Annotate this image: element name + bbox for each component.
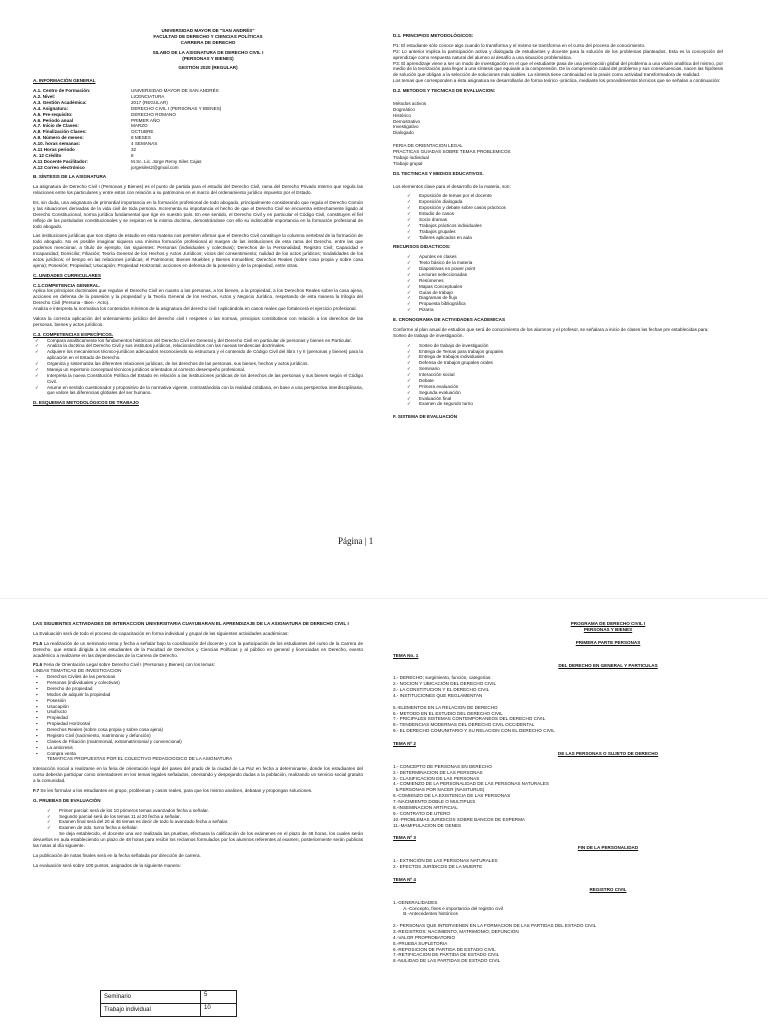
item-label: F1.5 xyxy=(33,640,43,646)
info-value: DERECHO CIVIL I (PERSONAS Y BIENES) xyxy=(131,105,222,111)
section-title-tecnicas: D3. TECTINCAS Y MEDIOS EDUCATIVOS. xyxy=(393,170,484,176)
program-title xyxy=(503,621,713,633)
section-title-metodos: D.2. METODOS Y TECNICAS DE EVALUACION: xyxy=(393,88,496,93)
tema-item: 4.- COMIENZO DE LA PERSONALIDAD DE LAS PERSONAS NATURALES xyxy=(393,781,549,787)
paragraph: Sorteo de trabajo de investigación. xyxy=(393,332,464,338)
tema-item: 1.- EXTINCIÓN DE LAS PERSONAS NATURALES xyxy=(393,858,498,864)
list-item: ▪ Propiedad xyxy=(33,715,363,721)
section-title-sistema: F. SISTEMA DE EVALUACIÓN xyxy=(393,414,458,420)
tema-item: 3.- LA CONSTITUCION Y EL DERECHO CIVIL xyxy=(393,687,490,693)
subtitle-lineas: LINEAS TEMATICAS DE INVESTIGACION xyxy=(33,668,122,674)
list-item: Dogmático xyxy=(393,106,415,112)
info-key: A.12 Correo electrónico xyxy=(33,164,85,170)
list-item: Métodos activos xyxy=(393,100,427,106)
paragraph: Aplica los principios doctrinales que regulan el Derecho Civil en cuanto a las personas, a los bienes, a la propiedad, a los Derechos Reales sobre la cosa ajena, acciones en defensa de la posesión y la propiedad y la Teoría General de los Hechos, Actos y Negocio Jurídico, respetando de esta manera la trilogía del Derecho Civil (Persona - Bien - Acto). xyxy=(33,288,363,306)
info-value: 2017 (REGULAR) xyxy=(131,99,168,105)
table-cell-label: Trabajo individual xyxy=(101,1004,201,1017)
list-item: ✓ Primera evaluación xyxy=(405,384,723,390)
tema-item: 4.- INSTITUCIONES QUE REGLAMENTAN xyxy=(393,693,483,698)
list-item: ▪ Derechos Civiles de las personas xyxy=(33,674,363,680)
list-item: ✓ Exposición y debate sobre casos prácticos xyxy=(405,205,723,211)
list-item: ✓ Mapas Conceptuales xyxy=(405,284,723,290)
list-item: ✓ Seminario xyxy=(405,366,723,372)
program-line: PROGRAMA DE DERECHO CIVIL I xyxy=(570,621,646,626)
page1-left-column xyxy=(33,28,363,406)
section-title-principios: D.1. PRINCIPIOS METODOLÓGICOS: xyxy=(393,33,474,38)
info-value: UNIVERSIDAD MAYOR DE SAN ANDRÉS xyxy=(131,88,219,94)
info-key: A.8. Finalización Clases: xyxy=(33,129,87,135)
list-item: ✓ Trabajos grupales xyxy=(405,229,723,235)
tema-item: 1.-GENERALIDADES xyxy=(393,899,438,905)
tema-item: 7.- PRICIPALES SISTEMAS CONTEMPORANEOS DEL DERECHO CIVIL xyxy=(393,716,546,722)
info-key: A.2. Nivel: xyxy=(33,94,56,99)
list-item: ✓ Lecturas seleccionadas xyxy=(405,272,723,278)
pruebas-list xyxy=(45,808,363,832)
list-item: ✓ Segunda evaluación xyxy=(405,390,723,396)
item-text: La realización de un seminario tema y fecha a señalar bajo la coordinación del docente y con la participación de los estudiantes del curso de la Carrera de Derecho, que estará dirigida a los estudiantes de la Facultad de Derechos y Ciencias Políticas y al público en general y licenciadas en Derecho, evento académico a realizarse en las dependencias de la Carrera de Derecho. xyxy=(33,640,364,658)
info-value: DERECHO ROMANO xyxy=(131,111,176,117)
header-line: CARRERA DE DERECHO xyxy=(180,39,236,45)
list-item: ✓ Asume en sentido cuestionador y propositivo de la normativa vigente, contrastándola con la realidad cotidiana, en base a una perspectiva interdisciplinaria, que valore las diferencias globales del ser humano. xyxy=(33,385,363,397)
list-item: ✓ Examen de 2do. turno fecha a señalar. xyxy=(45,825,363,831)
list-item: ✓ Evaluación final xyxy=(405,396,723,402)
list-item: ✓ Diagramas de flujo xyxy=(405,295,723,301)
paragraph: La asignatura de Derecho Civil I (Personas y Bienes) es el punto de partida para el estudio del Derecho Civil, rama del Derecho Privado Interno que regula las relaciones entre los particulares y entre estos con relación a su patrimonio en el marco del ordenamiento jurídico impuesto por el Estado. xyxy=(33,184,363,196)
paragraph: Se deja establecido, el docente una vez realizada las pruebas, efectuara la calificación de los exámenes en el plazo de 48 horas, los cuales serán devueltos en aula estableciendo un plazo de 48 horas para recibir los reclamos formulados por los alumnos referentes al examen, posteriormente serán publicas las notas al día siguiente. xyxy=(33,831,363,848)
info-key: A.10. horas semanas: xyxy=(33,141,81,146)
tema-label: TEMA No. 1 xyxy=(393,652,419,658)
paragraph: P2: Lo anterior implica la participación activa y dialogada de estudiantes y docente para la solución de los problemas planteados. Esta es la concepción del aprendizaje como respuesta natural del alumno al desafío a una situación problemática. xyxy=(393,48,723,60)
list-item: ✓ Examen de segundo turno xyxy=(405,401,723,407)
tema-label: TEMA Nº 4 xyxy=(393,876,416,882)
table-row xyxy=(101,1004,237,1017)
cronograma-list xyxy=(405,343,723,408)
info-value: 32 xyxy=(131,146,137,152)
list-item: ✓ Socio dramas xyxy=(405,217,723,223)
recursos-list xyxy=(405,254,723,313)
program-line: PERSONAS Y BIENES xyxy=(583,626,633,632)
info-key: A.11 Docente Facilitador: xyxy=(33,158,88,164)
info-table xyxy=(33,88,363,170)
tema-title: FIN DE LA PERSONALIDAD xyxy=(577,845,639,851)
list-item: Trabajo individual xyxy=(393,154,429,160)
paragraph: Valora la correcta aplicación del ordenamiento jurídico del derecho civil I respeten o las normas, principios constitutivos con relación a los derechos de las personas, bienes y actos jurídicos. xyxy=(33,315,363,327)
competencias-list xyxy=(33,338,363,397)
page-2 xyxy=(0,599,768,1024)
section-title-sintesis: B. SÍNTESIS DE LA ASIGNATURA xyxy=(33,174,107,180)
table-cell-label: Seminario xyxy=(101,991,201,1004)
info-value: MARZO xyxy=(131,123,148,129)
tema-item: 9.- EL DERECHO COMUNITARIO Y SU RELACION CON EL DERECHO CIVIL xyxy=(393,728,555,734)
tema-item: 11.-MAMIPULACION DE GENES xyxy=(393,822,462,828)
tema-label: TEMA Nº 2 xyxy=(393,741,416,747)
info-value: 8 MESES xyxy=(131,135,151,141)
list-item: ✓ Interpreta la nueva Constitución Política del Estado en relación a las instituciones jurídicas de los derechos de las personas y sus bienes según el Código Civil. xyxy=(33,373,363,385)
tema-item: 2.- EFECTOS JURÍDICOS DE LA MUERTE xyxy=(393,864,483,870)
page1-right-column xyxy=(393,33,723,420)
info-key: A.7. Inicio de Clases: xyxy=(33,123,79,129)
temas-container xyxy=(393,653,713,972)
list-item: ✓ Examen final será del 20 al 46 temas es decir de todo lo avanzado fecha a señalar. xyxy=(45,819,363,825)
list-item: ✓ Organiza y sistematiza las diferentes relaciones jurídicas, de los derechos de las personas, sus bienes, hechos y actos jurídicos. xyxy=(33,361,363,367)
list-item: ✓ Talleres aplicados en aula xyxy=(405,235,723,241)
section-title-recursos: RECURSOS DIDACTICOS: xyxy=(393,244,451,250)
table-cell-value: 5 xyxy=(201,991,237,1004)
info-value: 8 xyxy=(131,152,134,158)
list-item: ✓ Primer parcial: será de los 10 primeros temas avanzados fecha a señalar. xyxy=(45,808,363,814)
page2-right-column xyxy=(393,621,713,971)
list-item: ✓ Exposición dialogada xyxy=(405,199,723,205)
list-item: ▪ Usucapión xyxy=(33,704,363,710)
paragraph: Conforme al plan anual de estudios que será de conocimiento de los alumnos y el profesor, se señalara a inicio de clases las fechas pre establecidas para: xyxy=(393,326,709,332)
list-item: PRACTICAS GUIADAS SOBRE TEMAS PROBLEMICOS xyxy=(393,149,511,154)
paragraph: Analiza e interpreta la normativa los contenidos mínimos de la asignatura del derecho civil I aplicándola en casos reales que fortalecerá el ejercicio profesional. xyxy=(33,306,357,311)
paragraph: Es, sin duda, una asignatura de primordial importancia en la formación profesional de todo abogado, principalmente considerando que regula el Derecho Común y las situaciones derivadas de la vida civil de toda persona. Incrementa su importancia el hecho de que el Derecho Civil se encuentra estrechamente ligado al Derecho Constitucional, norma jurídica fundamental que rige en nuestro país. En ese sentido, el Derecho Civil y en particular el Código Civil, constituyen el fiel reflejo de los postulados constitucionales y se inspiran en la misma doctrina, demostrándose con ello su indiscutible importancia en la formación profesional de todo abogado. xyxy=(33,200,363,229)
list-item: ✓ Propuesta bibliográfica xyxy=(405,301,723,307)
list-item: ▪ Compra venta xyxy=(33,751,363,757)
list-item: ✓ Trabajos prácticos individuales xyxy=(405,223,723,229)
info-value: OCTUBRE xyxy=(131,129,154,135)
item-text: Feria de Orientación Legal sobre Derecho Civil I (Personas y Bienes) con los temas: xyxy=(43,662,216,668)
info-value: 4 SEMANAS xyxy=(131,141,158,146)
list-item: ✓ Segundo parcial será de los temas 11 al 20 fecha a señalar. xyxy=(45,814,363,820)
tema-item: 6.-REPOSICION DE PARTIDA DE ESTADO CIVIL xyxy=(393,946,496,952)
paragraph: P3: El aprendizaje viene a ser un modo de investigación en el que el estudiante pasa de una percepción global del problema a una visión analítica del mismo, por medio de la teorización para llegar a una síntesis que equivale a la comprensión. De la comprensión cabal del problema y sus consecuencias, nacen las hipótesis de solución que obligan a la selección de soluciones más viables. La síntesis tiene continuidad en la praxis como actividad transformadora de realidad. xyxy=(393,60,723,78)
list-item: ▪ La anticresis xyxy=(33,745,363,751)
list-item: ▪ Usufructo xyxy=(33,709,363,715)
list-item: ▪ Derecho de propiedad xyxy=(33,686,363,692)
list-item: ✓ Defensa de trabajos grupales orales xyxy=(405,360,723,366)
tema-item: 2.- DETERMINACION DE LAS PERSONAS xyxy=(393,769,483,775)
tema-item: 8.- TENDENCIAS MODERNAS DEL DERECHO CIVIL OCCIDENTAL xyxy=(393,722,535,728)
paragraph: Los temas que corresponden a ésta asignatura se desarrollarán de forma teórico -práctica, mediante los procedimientos técnicos que se señalan a continuación: xyxy=(393,78,721,84)
list-item: ✓ Debate xyxy=(405,378,723,384)
tema-item: 3.-REGISTROS: NACIMIENTO, MATRIMONIO, DEFUNCION xyxy=(393,928,519,934)
paragraph xyxy=(33,641,363,659)
subsection-title: C.1.COMPETENCIA GENERAL. xyxy=(33,282,101,288)
temas-list xyxy=(33,674,363,756)
tema-item: 5.-PRUEBA SUPLETORIA xyxy=(393,940,448,946)
tema-item: 1.- CONCEPTO DE PERSONAS EN DERECHO xyxy=(393,763,492,769)
paragraph: P1: El estudiante sólo conoce algo cuando lo transforma y el mismo se transforma en el curso del proceso de conocimiento. xyxy=(393,42,646,48)
table-row xyxy=(101,991,237,1004)
paragraph: La evaluación será sobre 100 puntos, asignados de la siguiente manera: xyxy=(33,862,181,868)
tema-item: B.-Antecedentes históricos xyxy=(393,911,458,917)
list-item: ▪ Propiedad Horizontal xyxy=(33,721,363,727)
list-item: ✓ Texto básico de la materia xyxy=(405,260,723,266)
subsection-title: C.3. COMPETENCIAS ESPECÍFICOS. xyxy=(33,331,114,337)
list-item: ▪ Personas (individuales y colectivas) xyxy=(33,680,363,686)
tema-label: TEMA Nº 3 xyxy=(393,835,416,841)
syllabus-title: SILABO DE LA ASIGNATURA DE DERECHO CIVIL I xyxy=(152,49,264,55)
tema-item: 3.- CLASIFICACION DE LAS PERSONAS xyxy=(393,775,480,781)
list-item: ▪ Clases de Filiación (matrimonial, extramatrimonial y convencional) xyxy=(33,739,363,745)
info-key: A.4. Asignatura: xyxy=(33,105,69,111)
tema-item: 8.-INSEMINACION ARTIFICIAL xyxy=(393,804,458,810)
tema-item: 10.-PROBLEMAS JURIDICOS SOBRE BANCOS DE ESPERMA xyxy=(393,816,525,822)
info-value: jorgesiles2@gmail.com xyxy=(131,164,179,170)
tema-item: 7.-RETIFICACION DE PARTIDA DE ESTADO CIVIL xyxy=(393,952,500,958)
list-item: ✓ Exposición de temas por el docente xyxy=(405,193,723,199)
list-item: ✓ Maneja un repertorio conceptual técnicos jurídicos orientados al correcto desempeño profesional. xyxy=(33,367,363,373)
section-title-pruebas: G. PRUEBAS DE EVALUACIÓN xyxy=(33,797,101,803)
list-item: Dialogado xyxy=(393,130,414,136)
list-item: ✓ Diapositivas en power point xyxy=(405,266,723,272)
list-item: ✓ Pizarra xyxy=(405,307,723,313)
list-item: ✓ Apuntes en clases xyxy=(405,254,723,260)
paragraph: La publicación de notas finales será en la fecha señalada por dirección de carrera. xyxy=(33,852,201,858)
item-label: F1.6 xyxy=(33,662,43,668)
section-title-unidades: C. UNIDADES CURRICULARES xyxy=(33,272,101,278)
list-item: ✓ Compara analíticamente los fundamentos históricos del Derecho Civil en General y del Derecho Civil en particular de personas y bienes en Particular. xyxy=(33,338,363,344)
evaluation-table xyxy=(100,990,237,1017)
section-title-info: A. INFORMACIÓN GENERAL xyxy=(33,78,96,84)
list-item: Histórico xyxy=(393,112,411,118)
list-item: FERIA DE ORIENTACION LEGAL xyxy=(393,143,463,149)
list-item: Investigativo xyxy=(393,124,419,130)
tecnicas-list xyxy=(405,193,723,240)
paragraph: Las instituciones jurídicas que son objeto de estudio en esta materia nos permiten afirmar que el Derecho Civil constituye la columna vertebral de la formación de todo abogado. No es posible imaginar siquiera una mínima formación profesional al margen de las instituciones de esta rama del Derecho, entre las que podemos mencionar, a título de ejemplo, las siguientes: Personas (individuales y colectivas); Derechos de la Personalidad; Registro Civil; Capacidad e Incapacidad; Domicilio; Filiación; Teoría General de los Hechos y Actos Jurídicos; vicios del consentimiento; nulidad de los actos jurídicos; modalidades de los actos jurídicos; el tiempo en las relaciones jurídicas; el Patrimonio; Bienes Muebles y Bienes Inmuebles; Derechos Reales (sobre cosa propia y sobre cosa ajena); Posesión; Propiedad; Usucapión; Propiedad Horizontal; acciones en defensa de la posesión y de la propiedad, entre otras. xyxy=(33,233,363,268)
table-cell-value: 10 xyxy=(201,1004,237,1017)
header-line: UNIVERSIDAD MAYOR DE "SAN ANDRÉS" xyxy=(161,28,255,33)
section-title-cronograma: E. CRONOGRAMA DE ACTIVIDADES ACADEMICAS xyxy=(393,317,506,322)
info-value: PRIMER AÑO xyxy=(131,117,160,123)
section-title-interaccion: LAS SIGUIENTES ACTIVIDADES DE INTERACCION UNIVERSITARIA CUAYUBARAN EL APRENDIZAJE DE LA ASIGNATURA DE DERECHO CIVIL I xyxy=(33,621,349,626)
paragraph: Interacción social a realizarse en la feria de orientación legal del paseo del prado de la ciudad de La Paz en fecha a determinarse, donde los estudiantes del curso deberán participar como orientadores en los temas legales señalados, orientando y despejando dudas a la población, realizando un servicio social gratuito a la comunidad. xyxy=(33,766,363,783)
list-item: ✓ Entrega de trabajos individuales xyxy=(405,354,723,360)
gestion-title: GESTIÓN 2020 (REGULAR) xyxy=(178,65,238,71)
page-number: Página | 1 xyxy=(338,536,374,546)
part-title: PRIMERA PARTE PERSONAS xyxy=(575,639,641,645)
tema-item: 5.PERSONAS POR NACER (NASITURUS) xyxy=(393,787,485,793)
list-item: ▪ Modos de adquirir la propiedad xyxy=(33,692,363,698)
list-item: Trabajo grupal xyxy=(393,160,423,166)
list-item: ✓ Interacción social xyxy=(405,372,723,378)
list-item: ✓ Estudio de casos xyxy=(405,211,723,217)
info-key: A.1. Centro de Formación: xyxy=(33,88,91,94)
subtitle-tematicas: TEMATICAS PROPUESTAS POR EL COLECTIVO PEDAGOGGICO DE LA ASIGNATURA xyxy=(47,756,233,762)
list-item: ✓ Sorteo de trabajo de investigación xyxy=(405,343,723,349)
paragraph: Los elementos clave para el desarrollo de la materia, son: xyxy=(393,183,511,189)
list-item: ▪ Derechos Reales (sobre cosa propia y sobre cosa ajena) xyxy=(33,727,363,733)
list-item: ✓ Adquiere los mecanismos técnico-jurídicos adecuados reconociendo su estructura y el contenido de Código Civil del libro I y II (personas y bienes) para la aplicación en el Estado de Derecho. xyxy=(33,349,363,361)
list-item: ▪ Posesión xyxy=(33,698,363,704)
tema-item: A.-Concepto, fines e importancia del registro civil xyxy=(393,905,503,911)
info-key: A.11 Horas periodo xyxy=(33,146,75,152)
tema-item: 5.-ELEMENTOS EN LA RELACION DE DERECHO xyxy=(393,704,498,710)
paragraph: La Evaluación será de todo el proceso de capacitación en forma individual y grupal de las siguientes actividades académicas: xyxy=(33,630,289,636)
info-value: M.Sc. Lic. Jorge Remy Siles Cajas xyxy=(131,158,202,164)
tema-title: REGISTRO CIVIL xyxy=(589,886,627,892)
tema-title: DE LAS PERSONAS O SUJETO DE DERECHO xyxy=(557,750,659,756)
list-item: Demostrativo xyxy=(393,118,421,124)
tema-item: 2.- NOCION Y UBICACIÓN DEL DERECHO CIVIL xyxy=(393,681,497,687)
list-item: ✓ Analiza la doctrina del Derecho Civil y sus institutos jurídicos, relacionándolos con las nuevas tendencias doctrinales. xyxy=(33,343,363,349)
metodos-list xyxy=(393,101,723,136)
info-key: A. 12 Crédito xyxy=(33,152,62,158)
page2-left-column xyxy=(33,621,363,869)
tema-item: 8.-NULIDAD DE LAS PARTIDAS DE ESTADO CIVIL xyxy=(393,958,501,964)
list-item: ✓ Entrega de Temas para trabajos grupales xyxy=(405,349,723,355)
feria-list xyxy=(393,143,723,167)
info-key: A.5. Pre-requisito: xyxy=(33,111,73,117)
info-value: LICENCIATURA xyxy=(131,94,165,99)
tema-item: 2.- PERSONAS QUE INTERVIENEN EN LA FORMACION DE LAS PARTIDAS DEL ESTADO CIVIL xyxy=(393,923,597,929)
list-item: ✓ Resúmenes xyxy=(405,278,723,284)
list-item: ✓ Guías de trabajo xyxy=(405,290,723,296)
tema-item: 6.- METODO EN EL ESTUDIO DEL DERECHO CIVIL xyxy=(393,710,503,716)
item-text: Se les formular a los estudiantes en grupo, problemas y casos reales, para que los mismo analicen, debatan y propongan soluciones. xyxy=(40,787,313,793)
syllabus-subtitle: (PERSONAS Y BIENES) xyxy=(182,55,234,61)
section-title-esquemas: D. ESQUEMAS METODOLÓGICOS DE TRABAJO xyxy=(33,400,139,406)
info-row xyxy=(33,165,363,171)
info-key: A.6. Periodo anual xyxy=(33,117,74,123)
info-key: A.3. Gestión Académica: xyxy=(33,99,87,105)
university-header xyxy=(53,28,363,71)
tema-item: 7.-NACIMIENTO DOBLE O MULTIPLES xyxy=(393,799,476,805)
info-key: A.9. Número de meses: xyxy=(33,135,84,141)
header-line: FACULTAD DE DERECHO Y CIENCIAS POLÍTICAS xyxy=(153,33,263,39)
list-item: ▪ Registro Civil (nacimiento, matrimonio y defunción) xyxy=(33,733,363,739)
tema-item: 9.- CONTRATO DE UTERO xyxy=(393,810,450,816)
tema-item: 4.-VALOR PROPROBATORIO xyxy=(393,934,456,940)
item-label: F.7 xyxy=(33,787,40,793)
tema-item: 1.- DERECHO; surgimiento, función, categorías. xyxy=(393,675,492,681)
tema-title: DEL DERECHO EN GENERAL Y PARTICULAS xyxy=(558,662,658,668)
tema-item: 6.-COMIENZO DE LA EXISTENCIA DE LAS PERSONAS xyxy=(393,793,511,799)
